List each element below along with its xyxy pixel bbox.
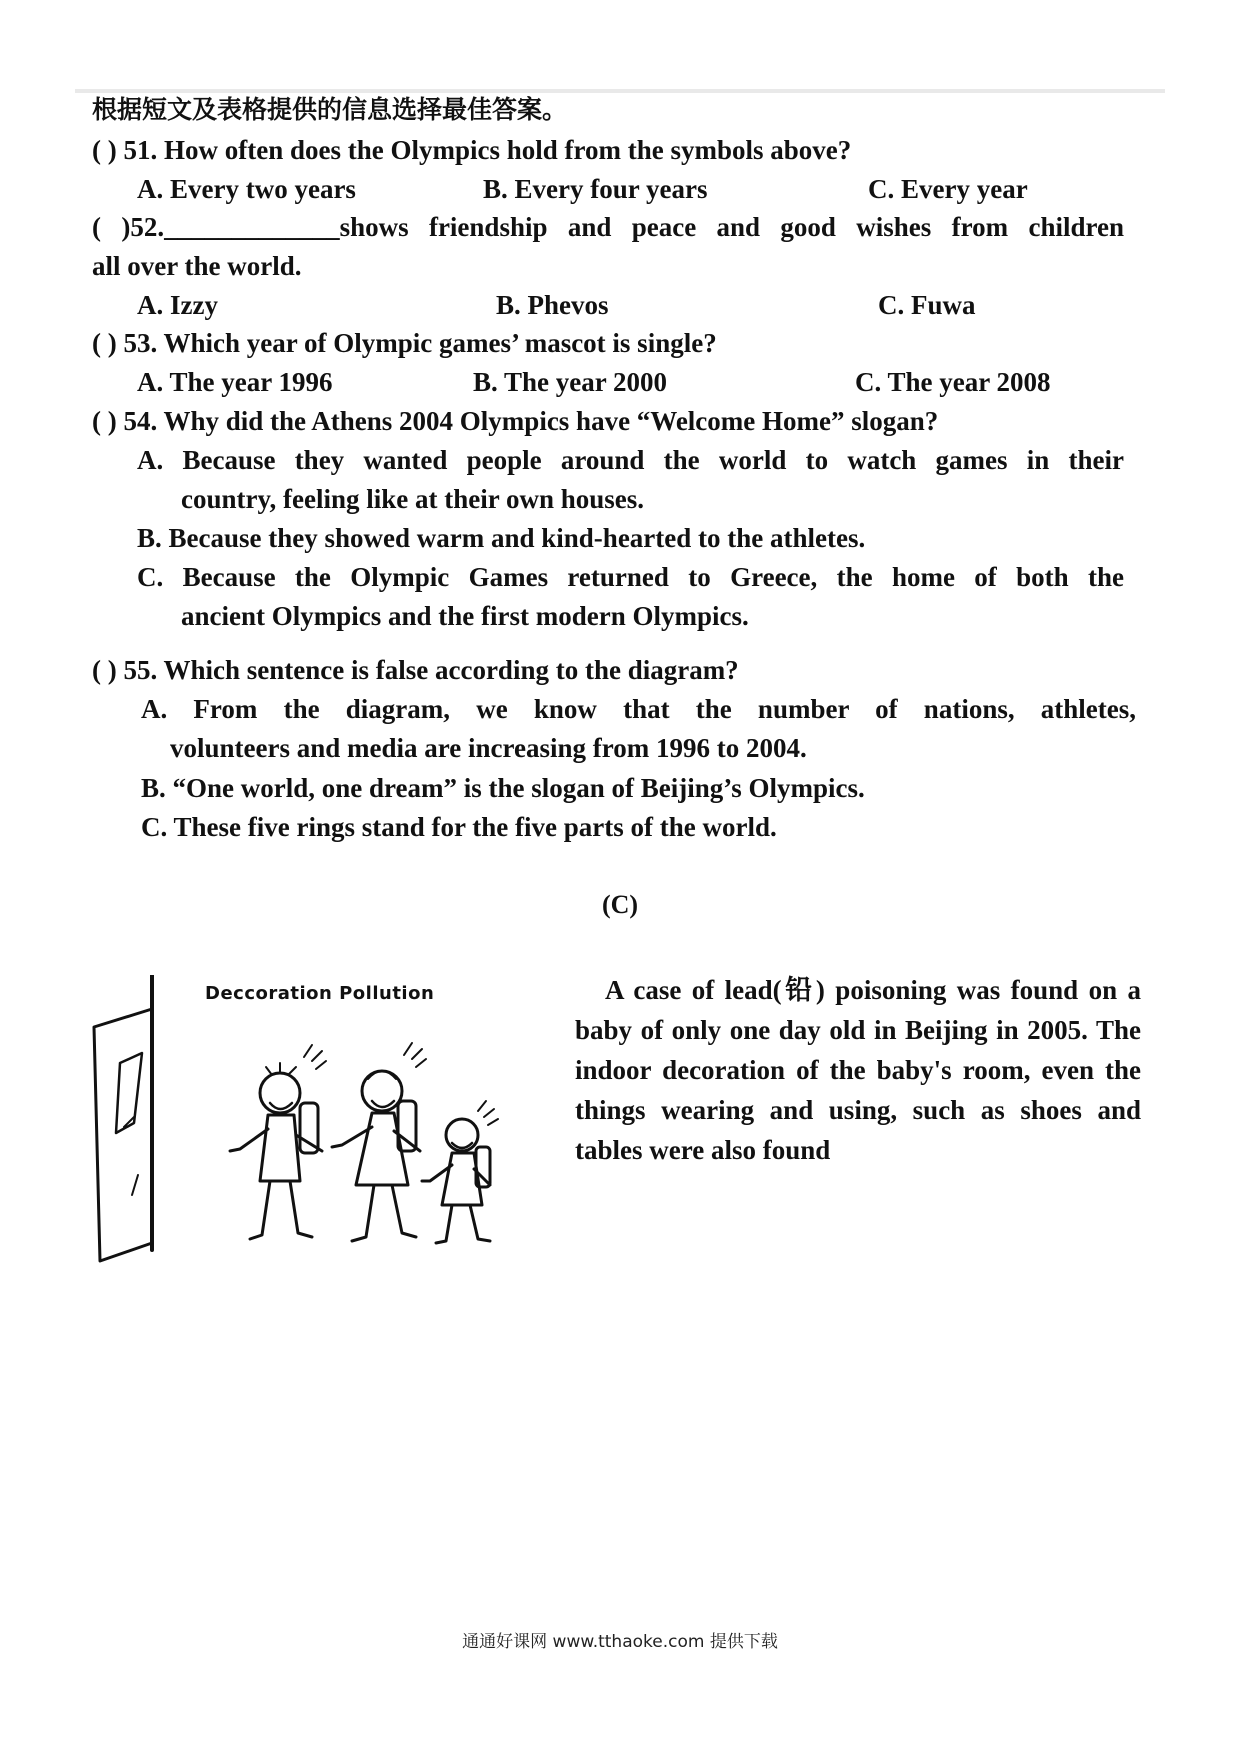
section-c-label: (C) [601, 890, 639, 919]
q53-option-a: A. The year 1996 [137, 367, 333, 397]
q52-option-a: A. Izzy [137, 290, 218, 320]
q54-option-a-line-1: A. Because they wanted people around the world to watch games in their [137, 445, 1124, 475]
footer: 通通好课网 www.tthaoke.com 提供下载 [462, 1632, 778, 1652]
question-52-line-2: all over the world. [92, 251, 302, 281]
q54-option-b: B. Because they showed warm and kind-hearted to the athletes. [137, 523, 866, 553]
question-54: ( ) 54. Why did the Athens 2004 Olympics have “Welcome Home” slogan? [92, 406, 939, 436]
q53-option-b: B. The year 2000 [473, 367, 668, 397]
instruction: 根据短文及表格提供的信息选择最佳答案。 [92, 95, 568, 124]
q55-option-a-line-1: A. From the diagram, we know that the number of nations, athletes, [141, 694, 1136, 724]
question-55: ( ) 55. Which sentence is false according to the diagram? [92, 655, 739, 685]
q55-option-b: B. “One world, one dream” is the slogan of Beijing’s Olympics. [141, 773, 865, 803]
q52-option-b: B. Phevos [496, 290, 609, 320]
question-52-line-1: ( )52._____________shows friendship and peace and good wishes from children [92, 212, 1124, 242]
passage-c: A case of lead(铅) poisoning was found on a baby of only one day old in Beijing in 2005. The indoor decoration of the baby's room, even the things wearing and using, such as shoes and tables were also found [575, 975, 1141, 1165]
q51-option-c: C. Every year [868, 174, 1028, 204]
q55-option-c: C. These five rings stand for the five parts of the world. [141, 812, 777, 842]
question-51: ( ) 51. How often does the Olympics hold from the symbols above? [92, 135, 852, 165]
q54-option-a-line-2: country, feeling like at their own houses. [181, 484, 645, 514]
q53-option-c: C. The year 2008 [855, 367, 1051, 397]
q52-option-c: C. Fuwa [878, 290, 976, 320]
q51-option-b: B. Every four years [483, 174, 708, 204]
decoration-pollution-cartoon [90, 975, 560, 1265]
cartoon-title: Deccoration Pollution [205, 983, 435, 1004]
question-53: ( ) 53. Which year of Olympic games’ mascot is single? [92, 328, 717, 358]
q54-option-c-line-1: C. Because the Olympic Games returned to Greece, the home of both the [137, 562, 1124, 592]
q51-option-a: A. Every two years [137, 174, 356, 204]
q54-option-c-line-2: ancient Olympics and the first modern Olympics. [181, 601, 749, 631]
q55-option-a-line-2: volunteers and media are increasing from 1996 to 2004. [170, 733, 807, 763]
